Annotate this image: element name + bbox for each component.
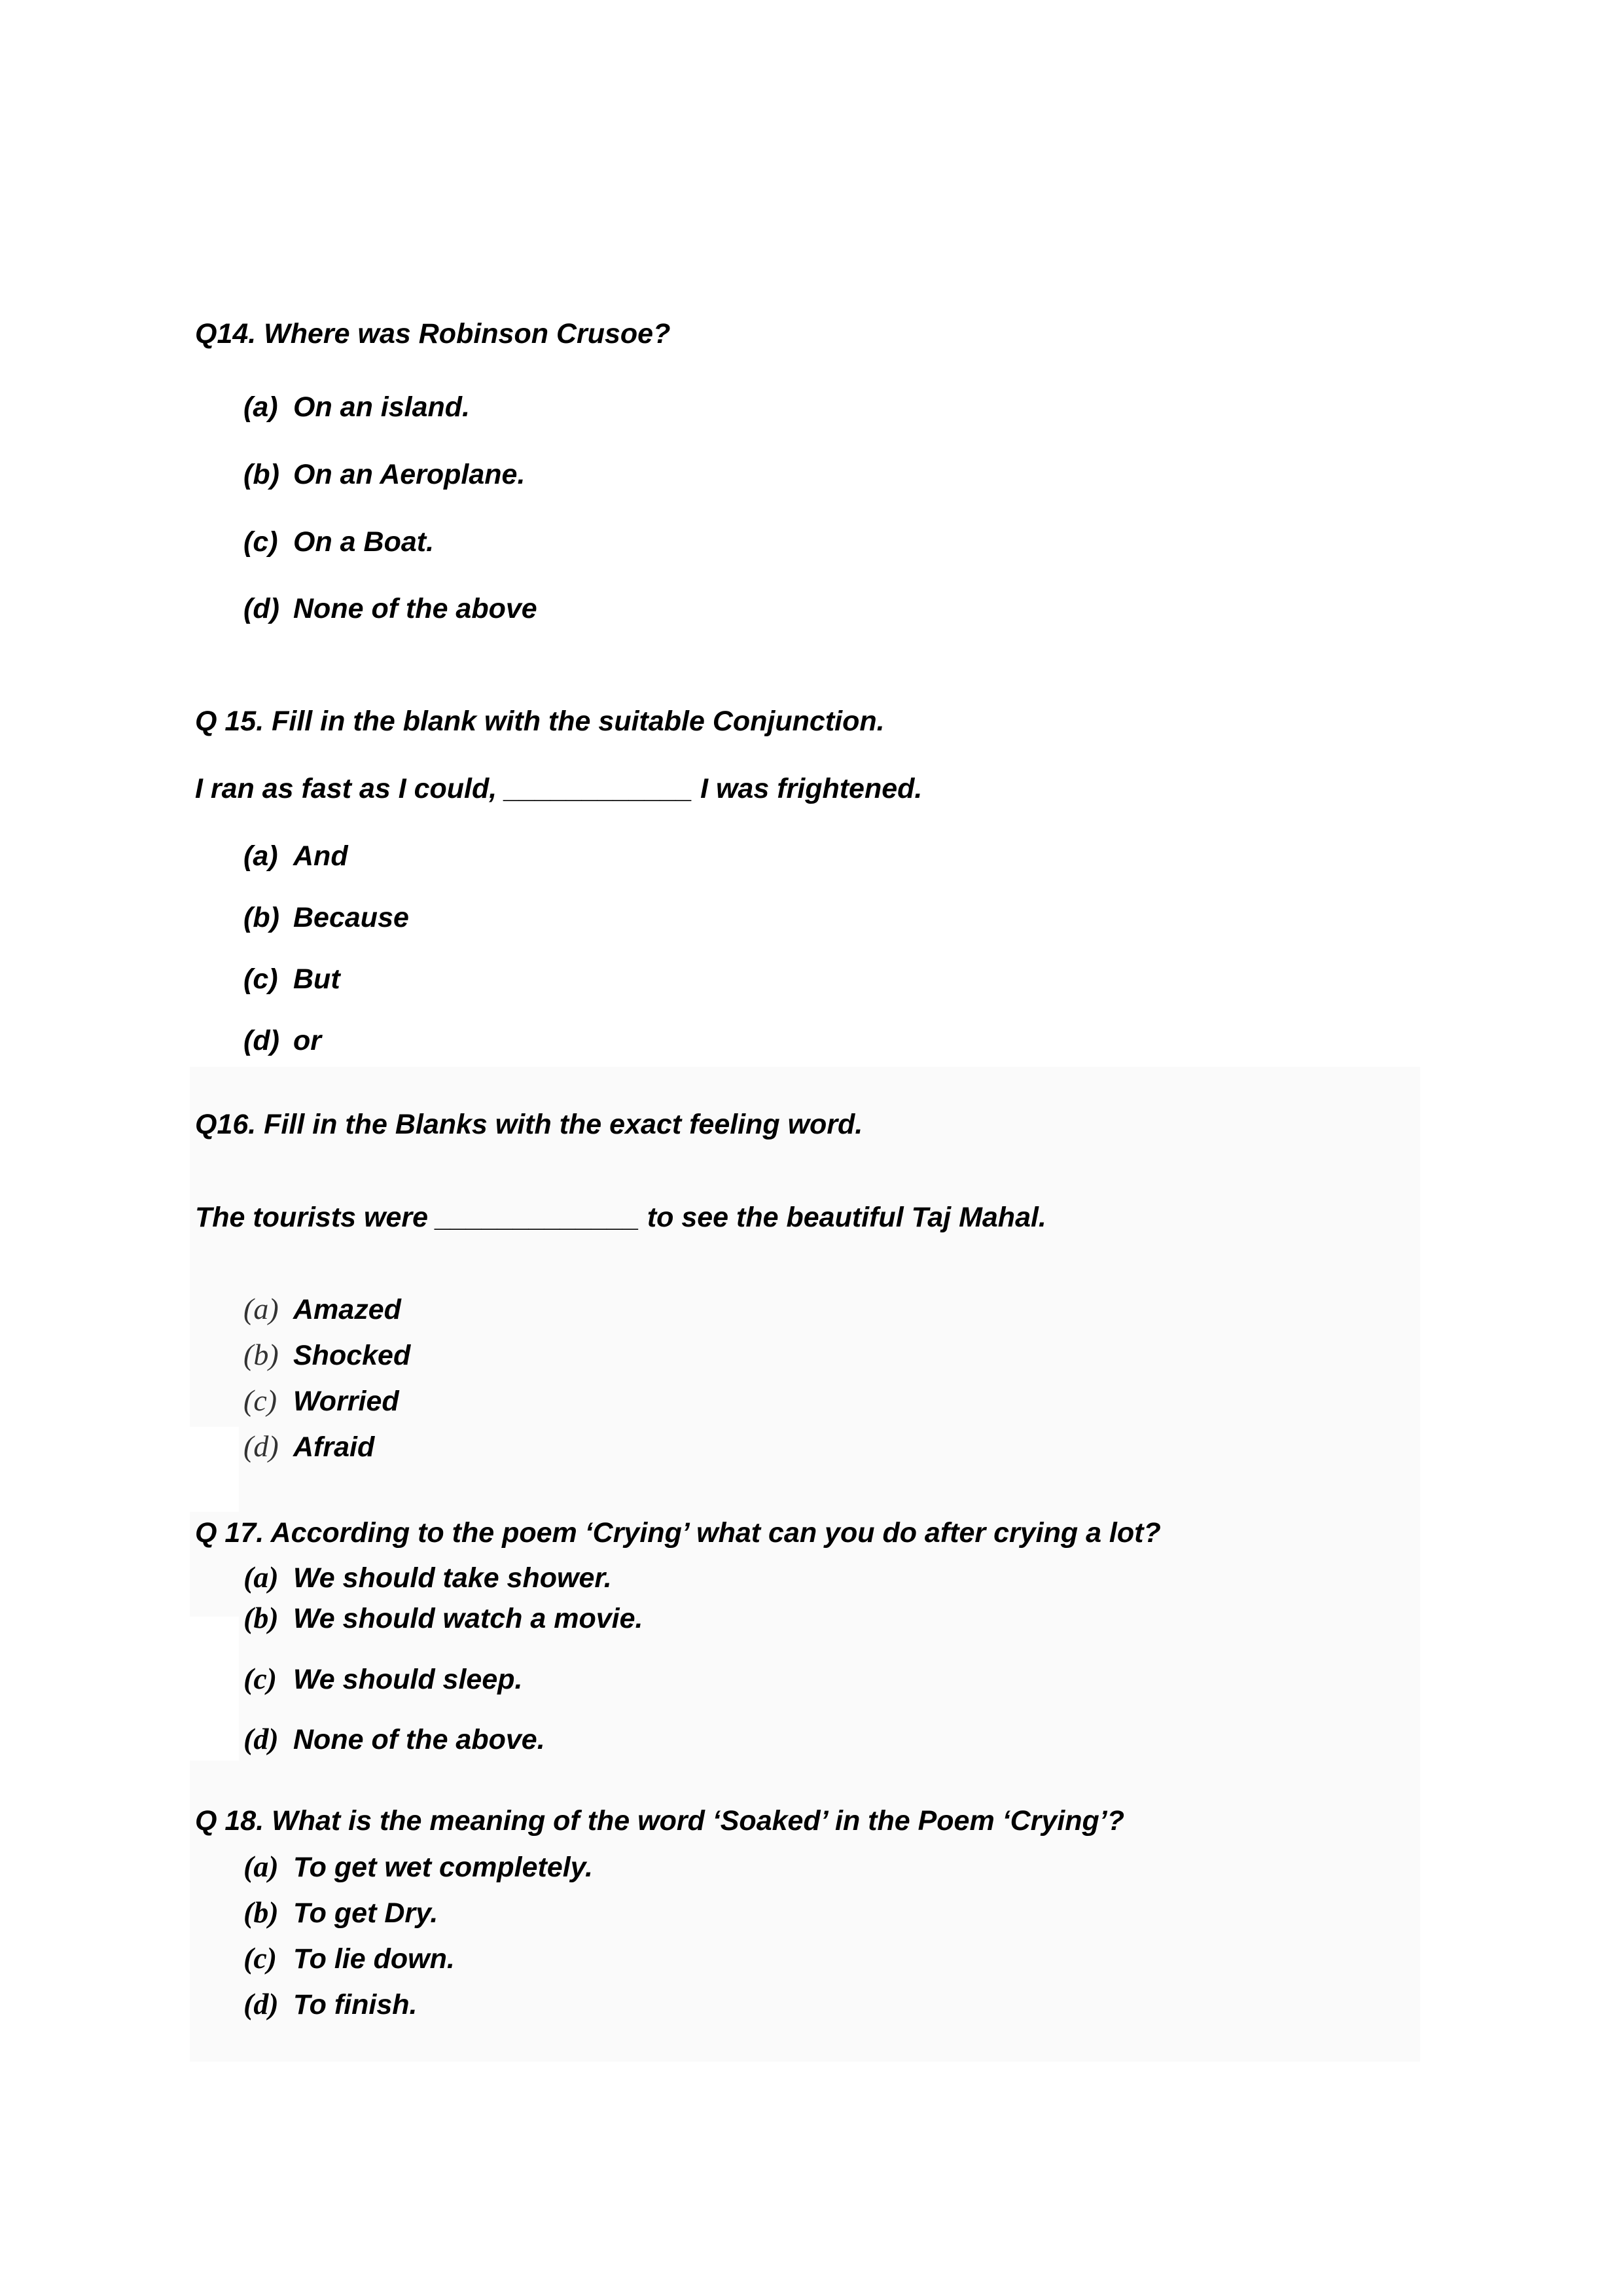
option-label: (b) — [243, 902, 279, 933]
option-label: (d) — [243, 1429, 279, 1463]
option-q16-d[interactable] — [243, 1430, 374, 1463]
option-text: Shocked — [293, 1340, 411, 1371]
option-label: (c) — [243, 526, 278, 558]
option-text: To get Dry. — [293, 1897, 438, 1929]
option-text: To get wet completely. — [293, 1852, 593, 1883]
option-label: (c) — [243, 1384, 277, 1417]
option-label: (d) — [243, 1025, 279, 1056]
option-label: (d) — [243, 593, 279, 624]
option-label: (c) — [243, 1941, 277, 1975]
option-text: On a Boat. — [293, 526, 435, 558]
option-label: (c) — [243, 963, 278, 995]
option-q15-b[interactable] — [243, 901, 409, 934]
question-q16: Q16. Fill in the Blanks with the exact feeling word. — [195, 1109, 863, 1140]
option-text: Because — [293, 902, 409, 933]
option-q15-d[interactable] — [243, 1024, 321, 1057]
option-q17-b[interactable] — [243, 1602, 643, 1635]
option-text: On an island. — [293, 391, 470, 423]
option-q16-a[interactable] — [243, 1293, 401, 1326]
question-q14: Q14. Where was Robinson Crusoe? — [195, 318, 671, 350]
option-text: Worried — [293, 1386, 399, 1417]
option-label: (d) — [243, 1722, 279, 1755]
option-q14-b[interactable] — [243, 458, 525, 491]
option-q16-c[interactable] — [243, 1384, 399, 1418]
option-label: (c) — [243, 1662, 277, 1695]
option-q18-c[interactable] — [243, 1942, 455, 1975]
option-q14-d[interactable] — [243, 592, 537, 625]
option-text: None of the above. — [293, 1724, 545, 1755]
option-q14-a[interactable] — [243, 391, 470, 423]
option-label: (b) — [243, 1601, 279, 1634]
option-label: (a) — [243, 1292, 279, 1325]
option-q18-d[interactable] — [243, 1988, 418, 2021]
option-q15-c[interactable] — [243, 963, 340, 996]
question-q17: Q 17. According to the poem ‘Crying’ what can you do after crying a lot? — [195, 1517, 1161, 1549]
option-q16-b[interactable] — [243, 1338, 410, 1372]
option-label: (a) — [243, 1850, 279, 1883]
option-text: To lie down. — [293, 1943, 455, 1975]
option-text: Amazed — [293, 1294, 401, 1325]
option-text: We should sleep. — [293, 1664, 523, 1695]
option-label: (d) — [243, 1987, 279, 2020]
option-label: (a) — [243, 1560, 279, 1594]
option-label: (b) — [243, 1895, 279, 1929]
option-q18-b[interactable] — [243, 1896, 438, 1929]
option-q17-a[interactable] — [243, 1561, 612, 1594]
option-label: (a) — [243, 391, 278, 423]
option-q17-d[interactable] — [243, 1723, 545, 1756]
option-text: But — [293, 963, 340, 995]
option-text: To finish. — [293, 1989, 418, 2020]
option-text: None of the above — [293, 593, 537, 624]
option-text: or — [293, 1025, 321, 1056]
question-q18: Q 18. What is the meaning of the word ‘Soaked’ in the Poem ‘Crying’? — [195, 1805, 1124, 1837]
option-label: (a) — [243, 840, 278, 872]
option-text: We should take shower. — [293, 1562, 612, 1594]
option-q18-a[interactable] — [243, 1850, 593, 1884]
option-q15-a[interactable] — [243, 840, 348, 872]
shaded-region — [239, 1427, 1420, 1512]
question-q15: Q 15. Fill in the blank with the suitable Conjunction. — [195, 706, 885, 737]
option-q14-c[interactable] — [243, 526, 434, 558]
option-label: (b) — [243, 459, 279, 490]
sentence-q16: The tourists were _____________ to see the beautiful Taj Mahal. — [195, 1202, 1046, 1233]
option-text: On an Aeroplane. — [293, 459, 526, 490]
sentence-q15: I ran as fast as I could, ____________ I was frightened. — [195, 773, 923, 804]
option-text: Afraid — [293, 1431, 375, 1463]
option-label: (b) — [243, 1338, 279, 1371]
option-text: And — [293, 840, 348, 872]
option-text: We should watch a movie. — [293, 1603, 643, 1634]
option-q17-c[interactable] — [243, 1662, 522, 1696]
